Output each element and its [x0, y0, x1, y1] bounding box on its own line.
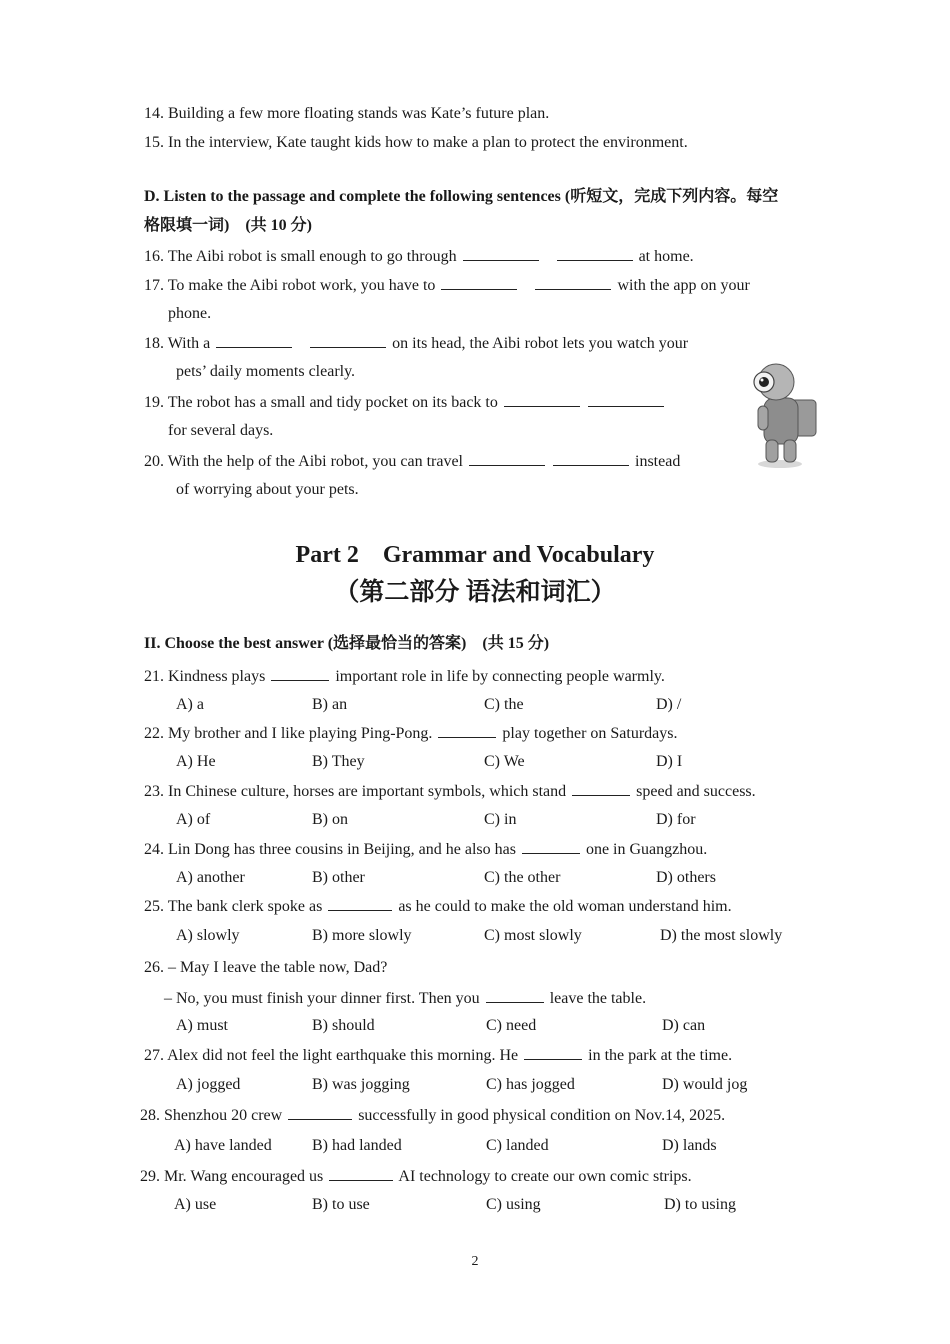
option-c[interactable]: C) We — [484, 753, 525, 770]
question-text: 22. My brother and I like playing Ping-Pong. — [144, 725, 433, 742]
question-21 — [144, 666, 665, 687]
option-b[interactable]: B) should — [312, 1017, 375, 1034]
question-text-post: important role in life by connecting people warmly. — [335, 668, 665, 685]
part-title: Part 2 Grammar and Vocabulary — [295, 542, 655, 568]
question-text: 25. The bank clerk spoke as — [144, 898, 323, 915]
question-20 — [144, 451, 680, 472]
option-d[interactable]: D) I — [656, 753, 683, 770]
option-a[interactable]: A) use — [174, 1196, 217, 1213]
option-c[interactable]: C) the other — [484, 869, 561, 886]
question-text: 27. Alex did not feel the light earthquake this morning. He — [144, 1047, 519, 1064]
question-26: 26. – May I leave the table now, Dad? — [144, 959, 388, 976]
question-27 — [144, 1045, 732, 1066]
option-b[interactable]: B) had landed — [312, 1137, 402, 1154]
option-d[interactable]: D) to using — [664, 1196, 736, 1213]
option-d[interactable]: D) the most slowly — [660, 927, 783, 944]
q20-text-a: 20. With the help of the Aibi robot, you can travel — [144, 453, 463, 470]
q18-text-b: on its head, the Aibi robot lets you watch your — [392, 335, 689, 352]
option-a[interactable]: A) a — [176, 696, 204, 713]
question-text: – No, you must finish your dinner first. Then you — [164, 990, 480, 1007]
q19-text-b: for several days. — [168, 422, 274, 439]
question-text-post: in the park at the time. — [588, 1047, 733, 1064]
question-18 — [144, 333, 688, 354]
question-text: 21. Kindness plays — [144, 668, 266, 685]
option-a[interactable]: A) another — [176, 869, 245, 886]
q18-text-c: pets’ daily moments clearly. — [176, 363, 356, 380]
option-b[interactable]: B) on — [312, 811, 348, 828]
blank[interactable] — [588, 392, 664, 407]
q20-text-b: instead — [635, 453, 681, 470]
option-c[interactable]: C) landed — [486, 1137, 549, 1154]
q17-text-a: 17. To make the Aibi robot work, you have to — [144, 277, 436, 294]
option-a[interactable]: A) have landed — [174, 1137, 272, 1154]
part-subtitle: （第二部分 语法和词汇） — [334, 579, 616, 606]
option-a[interactable]: A) jogged — [176, 1076, 241, 1093]
blank[interactable] — [504, 392, 580, 407]
option-d[interactable]: D) would jog — [662, 1076, 748, 1093]
blank[interactable] — [288, 1105, 352, 1120]
question-26-reply — [164, 988, 646, 1009]
option-d[interactable]: D) / — [656, 696, 682, 713]
blank[interactable] — [216, 333, 292, 348]
blank[interactable] — [271, 666, 329, 681]
option-b[interactable]: B) other — [312, 869, 365, 886]
option-a[interactable]: A) of — [176, 811, 211, 828]
blank[interactable] — [572, 781, 630, 796]
question-text-post: speed and success. — [636, 783, 756, 800]
option-b[interactable]: B) was jogging — [312, 1076, 410, 1093]
q17-text-c: phone. — [168, 305, 212, 322]
option-c[interactable]: C) the — [484, 696, 524, 713]
option-b[interactable]: B) They — [312, 753, 365, 770]
question-text-post: AI technology to create our own comic strips. — [398, 1168, 692, 1185]
question-text-post: leave the table. — [549, 990, 647, 1007]
option-c[interactable]: C) in — [484, 811, 517, 828]
robot-illustration — [742, 362, 822, 470]
option-a[interactable]: A) slowly — [176, 927, 240, 944]
q19-text-a: 19. The robot has a small and tidy pocket on its back to — [144, 394, 498, 411]
option-a[interactable]: A) He — [176, 753, 216, 770]
option-d[interactable]: D) others — [656, 869, 716, 886]
option-c[interactable]: C) need — [486, 1017, 537, 1034]
q20-text-c: of worrying about your pets. — [176, 481, 359, 498]
blank[interactable] — [535, 275, 611, 290]
q16-text-b: at home. — [638, 248, 694, 265]
blank[interactable] — [329, 1166, 393, 1181]
option-c[interactable]: C) most slowly — [484, 927, 582, 944]
option-b[interactable]: B) to use — [312, 1196, 370, 1213]
question-text-post: one in Guangzhou. — [585, 841, 708, 858]
blank[interactable] — [328, 896, 392, 911]
question-23 — [144, 781, 756, 802]
question-text: 24. Lin Dong has three cousins in Beijing, and he also has — [144, 841, 516, 858]
blank[interactable] — [524, 1045, 582, 1060]
question-15: 15. In the interview, Kate taught kids how to make a plan to protect the environment. — [144, 134, 688, 151]
question-24 — [144, 839, 707, 860]
question-text-post: as he could to make the old woman understand him. — [398, 898, 732, 915]
question-text-post: successfully in good physical condition on Nov.14, 2025. — [358, 1107, 726, 1124]
question-28 — [140, 1105, 725, 1126]
question-text: 28. Shenzhou 20 crew — [140, 1107, 283, 1124]
blank[interactable] — [553, 451, 629, 466]
blank[interactable] — [438, 723, 496, 738]
question-22 — [144, 723, 678, 744]
blank[interactable] — [486, 988, 544, 1003]
section-d-instruction-cont: 格限填一词) (共 10 分) — [144, 217, 312, 234]
blank[interactable] — [469, 451, 545, 466]
section-d-instruction: D. Listen to the passage and complete the following sentences (听短文，完成下列内容。每空 — [144, 188, 779, 205]
question-text: 29. Mr. Wang encouraged us — [140, 1168, 324, 1185]
option-b[interactable]: B) an — [312, 696, 348, 713]
option-a[interactable]: A) must — [176, 1017, 228, 1034]
blank[interactable] — [557, 246, 633, 261]
question-25 — [144, 896, 732, 917]
page-number: 2 — [471, 1254, 479, 1269]
blank[interactable] — [441, 275, 517, 290]
question-14: 14. Building a few more floating stands was Kate’s future plan. — [144, 105, 550, 122]
blank[interactable] — [522, 839, 580, 854]
question-17 — [144, 275, 750, 296]
option-d[interactable]: D) lands — [662, 1137, 717, 1154]
option-c[interactable]: C) using — [486, 1196, 541, 1213]
option-b[interactable]: B) more slowly — [312, 927, 412, 944]
blank[interactable] — [463, 246, 539, 261]
question-text-post: play together on Saturdays. — [502, 725, 678, 742]
question-19 — [144, 392, 666, 413]
option-c[interactable]: C) has jogged — [486, 1076, 575, 1093]
question-text: 23. In Chinese culture, horses are important symbols, which stand — [144, 783, 567, 800]
q18-text-a: 18. With a — [144, 335, 211, 352]
option-d[interactable]: D) for — [656, 811, 696, 828]
option-d[interactable]: D) can — [662, 1017, 706, 1034]
q16-text-a: 16. The Aibi robot is small enough to go through — [144, 248, 457, 265]
question-29 — [140, 1166, 692, 1187]
question-16 — [144, 246, 694, 267]
q17-text-b: with the app on your — [617, 277, 750, 294]
grammar-section-header: II. Choose the best answer (选择最恰当的答案) (共 15 分) — [144, 635, 550, 652]
blank[interactable] — [310, 333, 386, 348]
